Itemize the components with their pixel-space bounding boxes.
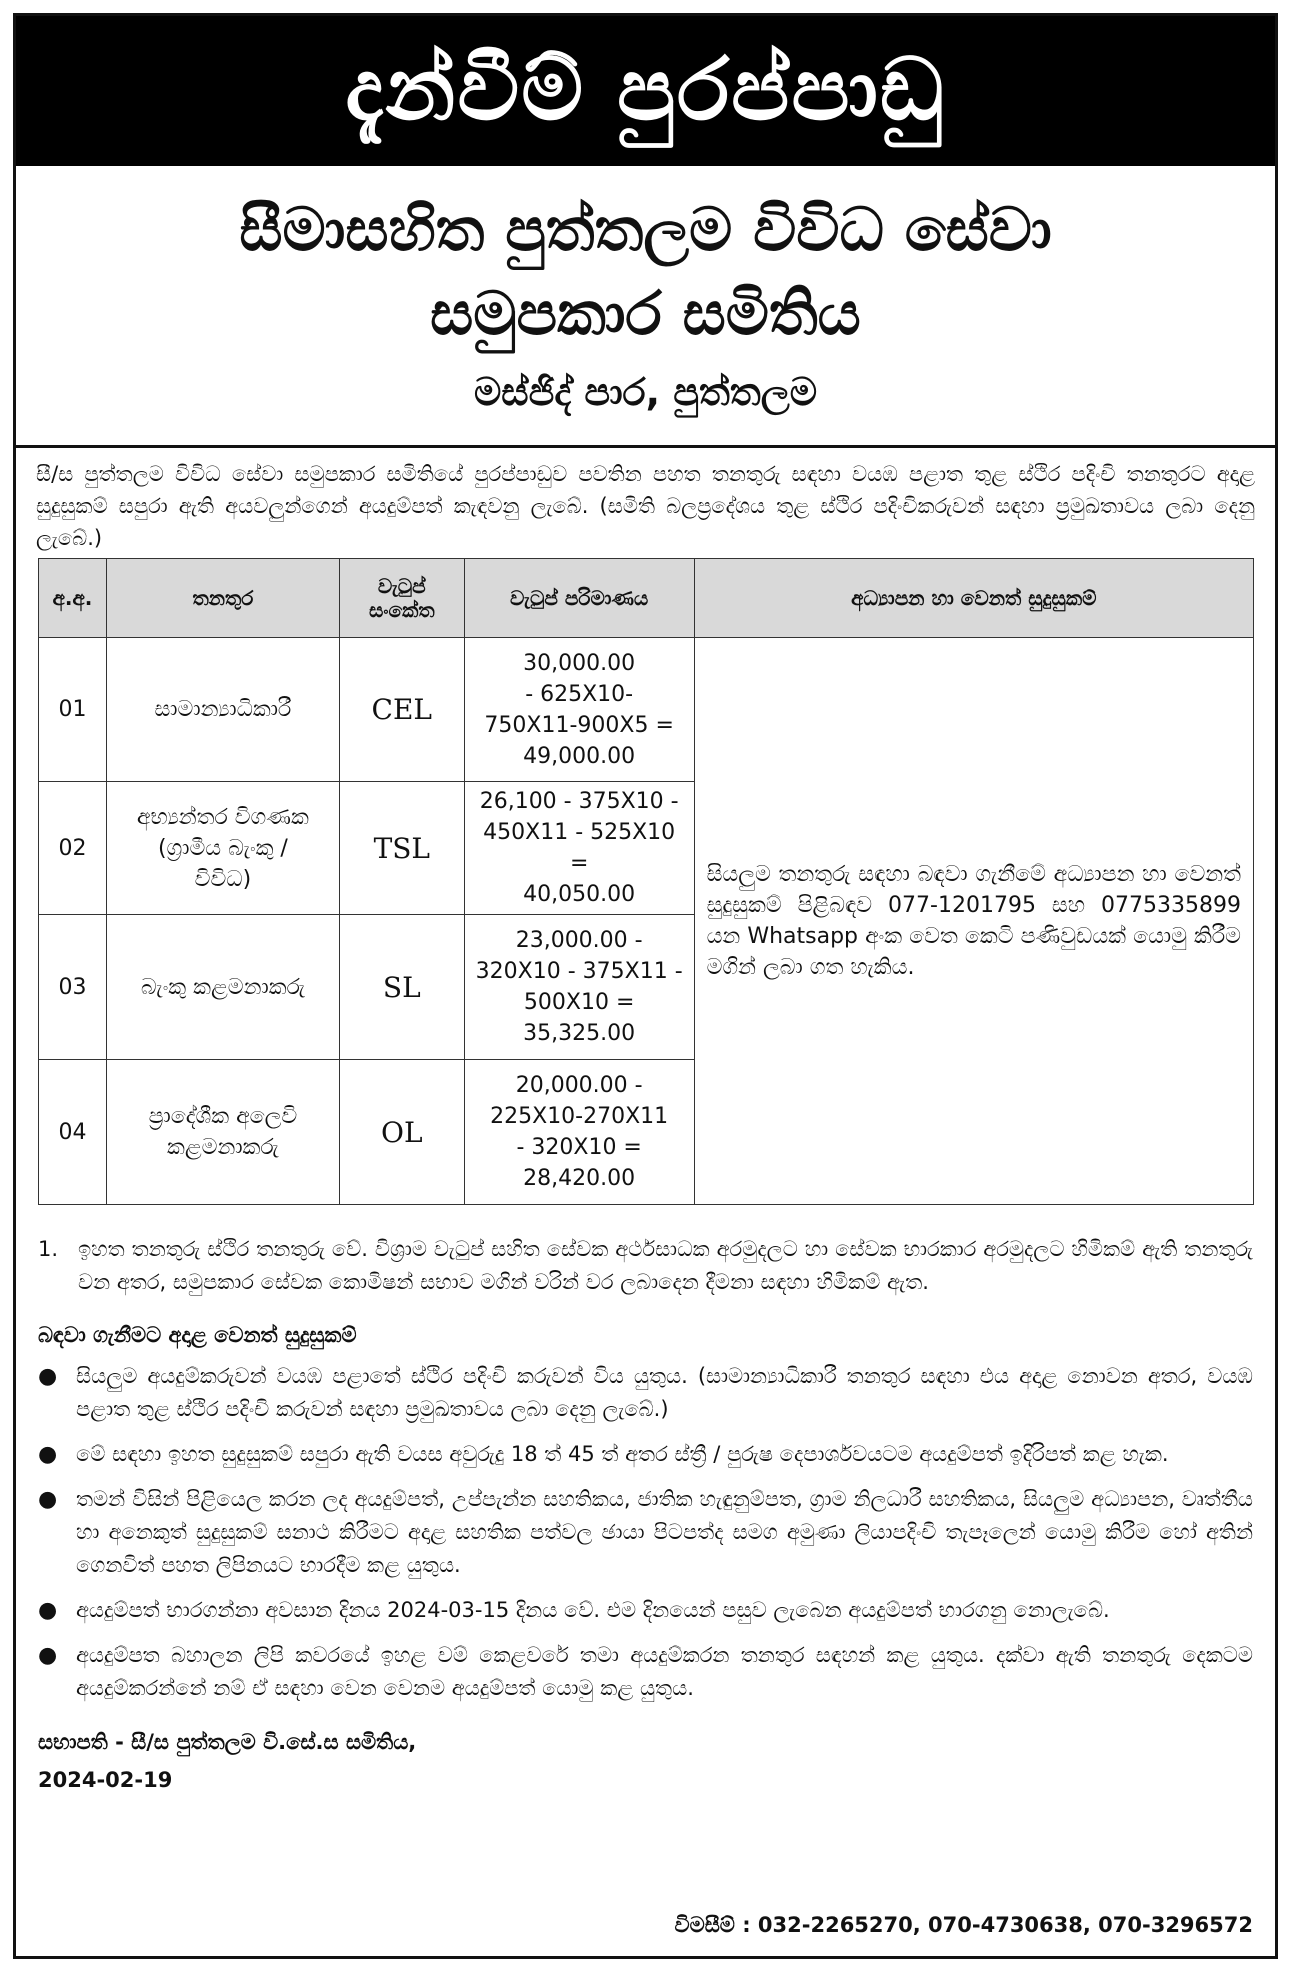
requirements-heading: බඳවා ගැනීමට අදාළ වෙනත් සුදුසුකම් xyxy=(38,1323,357,1347)
qualifications-cell: සියලුම තනතුරු සඳහා බඳවා ගැනීමේ අධ්‍යාපන හා වෙනත් සුදුසුකම් පිළිබඳව 077-1201795 සහ 0775335899 යන Whatsapp අංක වෙත කෙටි පණිවුඩයක් යොමු කිරීම මගින් ලබා ගත හැකිය. xyxy=(694,638,1253,1205)
row-salary-scale xyxy=(464,1060,694,1205)
position-line: (ග්‍රාමීය බැංකු / xyxy=(157,835,288,861)
organization-name-line1: සීමාසහිත පුත්තලම විවිධ සේවා xyxy=(239,195,1052,265)
scale-line: - 320X10 = xyxy=(516,1135,642,1160)
row-salary-code: TSL xyxy=(339,782,464,915)
list-item xyxy=(38,1483,1253,1582)
advertisement-page xyxy=(13,13,1278,1959)
list-item xyxy=(38,1360,1253,1426)
position-line: විවිධ) xyxy=(194,866,252,892)
scale-line: 28,420.00 xyxy=(523,1166,636,1191)
header-qualifications: අධ්‍යාපන හා වෙනත් සුදුසුකම් xyxy=(694,559,1253,638)
scale-line: 49,000.00 xyxy=(523,743,636,769)
vacancy-table xyxy=(38,558,1254,1205)
organization-name xyxy=(16,188,1275,356)
row-position: සාමාන්‍යාධිකාරී xyxy=(106,638,339,782)
table-header-row xyxy=(39,559,1254,638)
requirement-text: අයදුම්පත බහාලන ලිපි කවරයේ ඉහළ වම් කෙළවරේ තමා අයදුම්කරන තනතුර සඳහන් කළ යුතුය. දක්වා ඇති තනතුරු දෙකටම අයදුම්කරන්නේ නම් ඒ සඳහා වෙන වෙනම අයදුම්පත් යොමු කළ යුතුය. xyxy=(76,1643,1253,1700)
scale-line: - 625X10- xyxy=(525,681,634,707)
bullet-icon: ● xyxy=(38,1442,58,1467)
header-position: තනතුර xyxy=(106,559,339,638)
header-salary-code xyxy=(339,559,464,638)
signature-title: සභාපති - සී/ස පුත්තලම වි.සේ.ස සමිතිය, xyxy=(38,1730,417,1754)
row-position xyxy=(106,1060,339,1205)
intro-paragraph: සී/ස පුත්තලම විවිධ සේවා සමුපකාර සමිතියේ පුරප්පාඩුව පවතින පහත තනතුරු සඳහා වයඹ පළාත තුළ ස්ථිර පදිංචි තනතුරට අදාළ සුදුසුකම් සපුරා ඇති අයවලුන්ගෙන් අයදුම්පත් කැඳවනු ලැබේ. (සමිති බලප්‍රදේශය තුළ ස්ථිර පදිංචිකරුවන් සඳහා ප්‍රමුඛතාවය ලබා දෙනු ලැබේ.) xyxy=(36,462,1255,550)
row-salary-code: SL xyxy=(339,915,464,1060)
note-text: ඉහත තනතුරු ස්ථිර තනතුරු වේ. විශ්‍රාම වැටුප් සහිත සේවක අර්ථසාධක අරමුදලට හා සේවක භාරකාර අරමුදලට හිමිකම් ඇති තනතුරු වන අතර, සමුපකාර සේවක කොමිෂන් සභාව මගින් වරින් වර ලබාදෙන දීමනා සඳහා හිමිකම් ඇත. xyxy=(78,1237,1253,1294)
position-line: අභ්‍යන්තර විගණක xyxy=(136,804,309,830)
requirement-text: සියලුම අයදුම්කරුවන් වයඹ පළාතේ ස්ථිර පදිංචි කරුවන් විය යුතුය. (සාමාන්‍යාධිකාරී තනතුර සඳහා එය අදාළ නොවන අතර, වයඹ පළාත තුළ ස්ථිර පදිංචි කරුවන් සඳහා ප්‍රමුඛතාවය ලබා දෙනු ලැබේ.) xyxy=(76,1364,1253,1421)
scale-line: 26,100 - 375X10 - xyxy=(479,789,679,814)
position-line: කළමනාකරු xyxy=(166,1135,279,1160)
scale-line: 500X10 = xyxy=(523,990,635,1015)
table-row xyxy=(39,638,1254,782)
row-no: 03 xyxy=(39,915,107,1060)
row-no: 04 xyxy=(39,1060,107,1205)
scale-line: 40,050.00 xyxy=(523,882,636,907)
signature-date: 2024-02-19 xyxy=(38,1768,173,1792)
requirement-text: මේ සඳහා ඉහත සුදුසුකම් සපුරා ඇති වයස අවුරුදු 18 ත් 45 ත් අතර ස්ත්‍රී / පුරුෂ දෙපාර්ශවයටම අයදුම්පත් ඉදිරිපත් කළ හැක. xyxy=(76,1442,1169,1466)
banner-title: දැන්වීම් පුරප්පාඩු xyxy=(345,40,946,140)
scale-line: 20,000.00 - xyxy=(515,1073,643,1098)
scale-line: 30,000.00 xyxy=(523,650,636,676)
requirement-text: අයදුම්පත් භාරගන්නා අවසාන දිනය 2024-03-15 දිනය වේ. එම දිනයෙන් පසුව ලැබෙන අයදුම්පත් භාරගනු නොලැබේ. xyxy=(76,1598,1110,1622)
row-no: 01 xyxy=(39,638,107,782)
requirements-list xyxy=(38,1360,1253,1705)
scale-line: 225X10-270X11 xyxy=(490,1104,669,1129)
row-salary-scale xyxy=(464,782,694,915)
signature-block xyxy=(16,1717,1275,1799)
scale-line: 23,000.00 - xyxy=(515,928,643,953)
row-salary-code: OL xyxy=(339,1060,464,1205)
header-salary-code-line2: සංකේත xyxy=(369,598,435,622)
bullet-icon: ● xyxy=(38,1598,58,1623)
scale-line: 320X10 - 375X11 - xyxy=(475,959,683,984)
header-no: අ.අ. xyxy=(39,559,107,638)
row-no: 02 xyxy=(39,782,107,915)
contact-numbers: විමසීම් : 032-2265270, 070-4730638, 070-3296572 xyxy=(674,1913,1253,1937)
row-position xyxy=(106,782,339,915)
scale-line: 35,325.00 xyxy=(523,1021,636,1046)
header-salary-code-line1: වැටුප් xyxy=(377,574,426,598)
note-item xyxy=(38,1233,1253,1299)
header-salary-scale: වැටුප් පරිමාණය xyxy=(464,559,694,638)
row-position: බැංකු කළමනාකරු xyxy=(106,915,339,1060)
bullet-icon: ● xyxy=(38,1643,58,1668)
organization-address: මස්ජිද් පාර, පුත්තලම xyxy=(473,370,818,414)
organization-name-line2: සමුපකාර සමිතිය xyxy=(430,279,861,349)
row-salary-scale xyxy=(464,915,694,1060)
bullet-icon: ● xyxy=(38,1487,58,1512)
position-line: ප්‍රාදේශීක අලෙවි xyxy=(148,1104,298,1129)
list-item xyxy=(38,1438,1253,1471)
list-item xyxy=(38,1639,1253,1705)
notes-section xyxy=(16,1205,1275,1705)
row-salary-scale xyxy=(464,638,694,782)
scale-line: 750X11-900X5 = xyxy=(484,712,674,738)
requirement-text: තමන් විසින් පිළියෙල කරන ලද අයදුම්පත්, උප්පැන්න සහතිකය, ජාතික හැඳුනුම්පත, ග්‍රාම නිලධාරී සහතිකය, සියලුම අධ්‍යාපන, වෘත්තීය හා අනෙකුත් සුදුසුකම් සනාථ කිරීමට අදාළ සහතික පත්වල ඡායා පිටපත්ද සමග අමුණා ලියාපදිංචි තැපෑලෙන් යොමු කිරීම හෝ අතින් ගෙනවිත් පහත ලිපිනයට භාරදීම කළ යුතුය. xyxy=(76,1487,1253,1577)
vacancies-banner xyxy=(16,16,1275,166)
scale-line: 450X11 - 525X10 = xyxy=(483,820,676,876)
row-salary-code: CEL xyxy=(339,638,464,782)
note-number: 1. xyxy=(38,1237,59,1261)
bullet-icon: ● xyxy=(38,1364,58,1389)
list-item xyxy=(38,1594,1253,1627)
